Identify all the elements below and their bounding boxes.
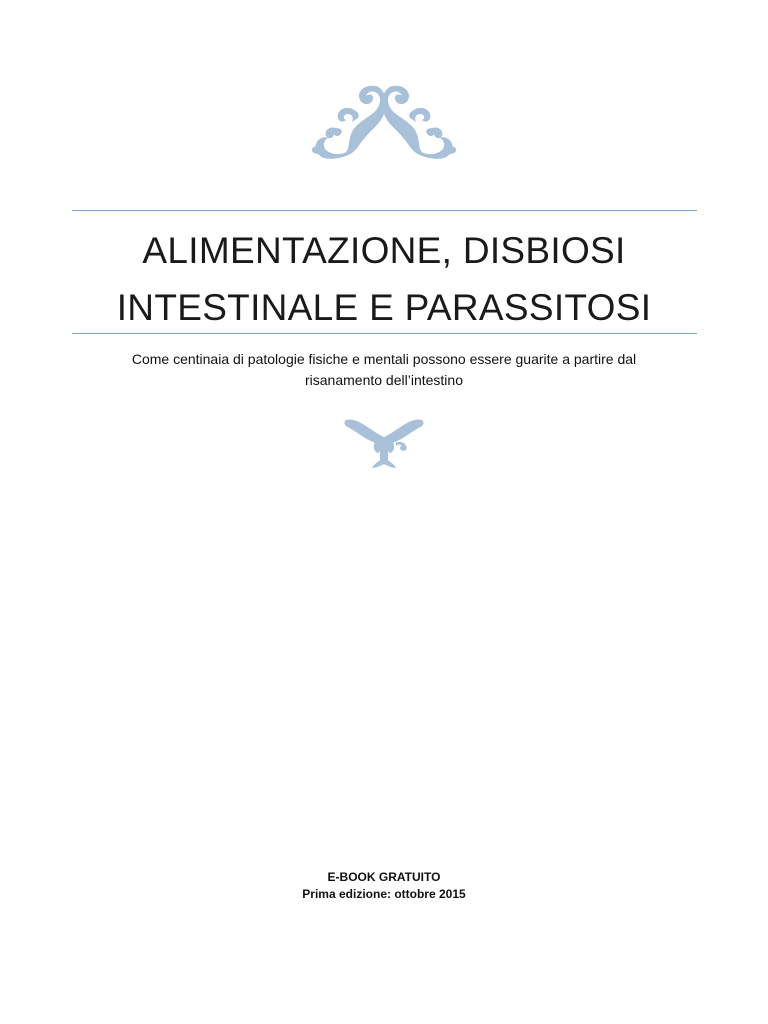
document-title bbox=[60, 222, 708, 336]
subtitle-line-1: Come centinaia di patologie fisiche e mentali possono essere guarite a partire dal bbox=[131, 351, 637, 367]
title-line-1: ALIMENTAZIONE, DISBIOSI bbox=[142, 230, 626, 271]
floral-scroll-ornament-icon bbox=[306, 80, 462, 164]
top-divider bbox=[72, 210, 697, 211]
edition-date: Prima edizione: ottobre 2015 bbox=[302, 887, 466, 901]
title-line-2: INTESTINALE E PARASSITOSI bbox=[116, 287, 652, 328]
bottom-divider bbox=[72, 333, 697, 334]
subtitle-line-2: risanamento dell’intestino bbox=[305, 372, 463, 388]
document-subtitle bbox=[60, 349, 708, 391]
edition-info bbox=[184, 869, 584, 903]
fleuron-ornament-icon bbox=[342, 414, 426, 472]
ebook-label: E-BOOK GRATUITO bbox=[327, 870, 441, 884]
